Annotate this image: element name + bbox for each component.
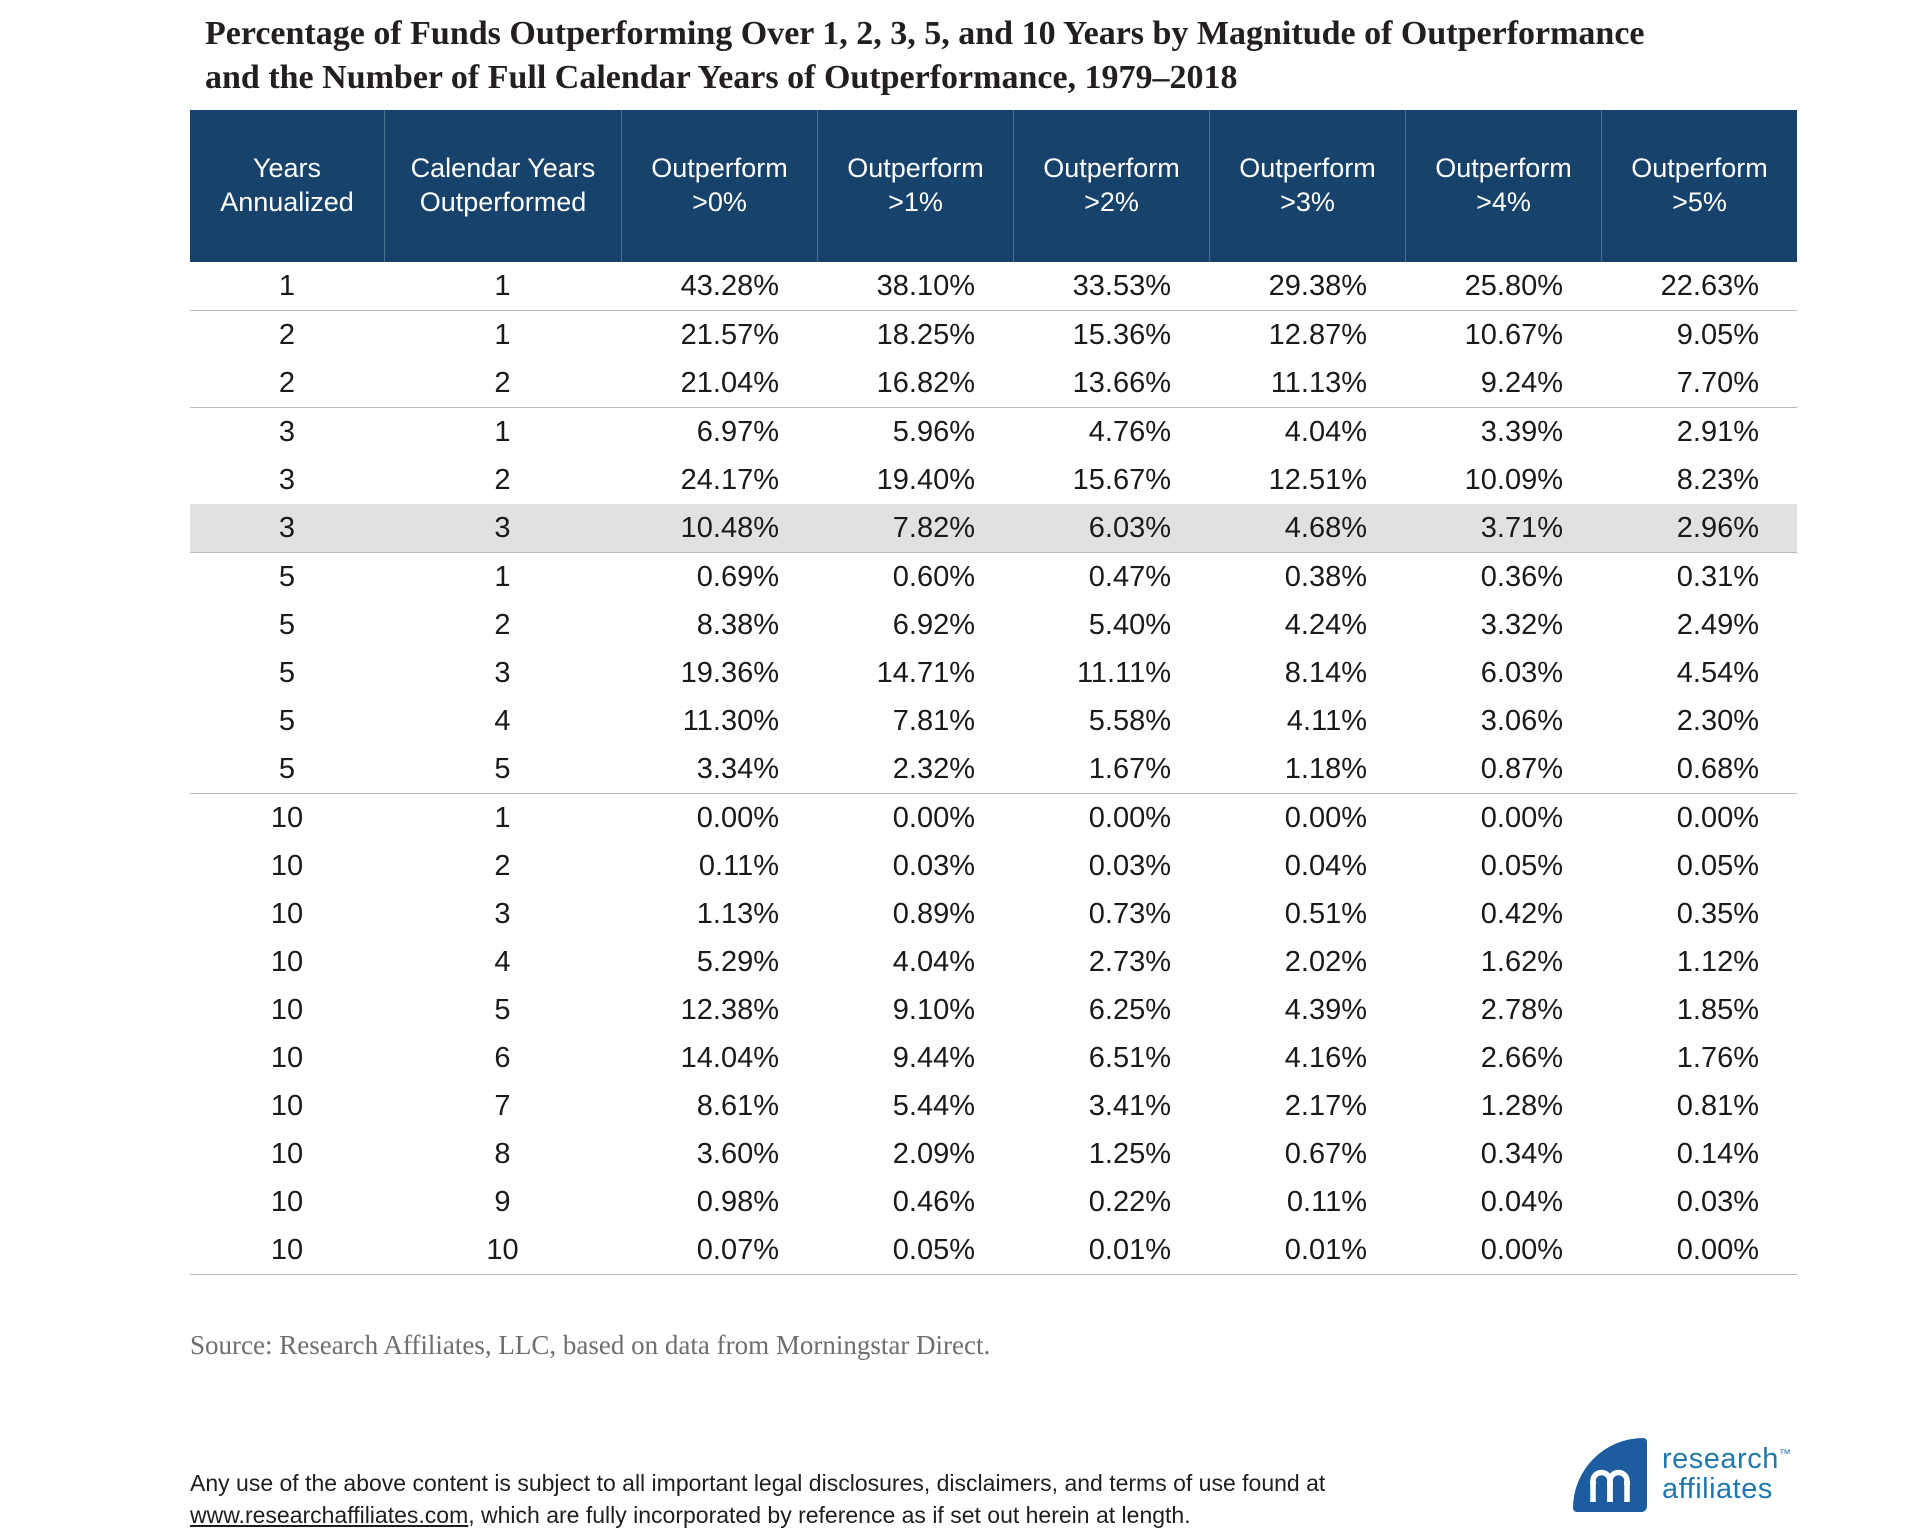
table-cell: 0.98% — [696, 1185, 779, 1218]
table-cell: 10 — [270, 1041, 304, 1074]
table-cell: 10 — [270, 993, 304, 1026]
table-cell: 43.28% — [680, 269, 779, 302]
table-cell: 0.60% — [892, 560, 975, 593]
table-cell: 0.00% — [892, 801, 975, 834]
table-cell: 0.00% — [1480, 1233, 1563, 1266]
table-cell: 22.63% — [1660, 269, 1759, 302]
ra-monogram-icon — [1573, 1438, 1647, 1512]
table-cell: 10.09% — [1464, 463, 1563, 496]
logo-wordmark — [1662, 1445, 1791, 1504]
table-cell: 4.54% — [1676, 656, 1759, 689]
table-cell: 0.31% — [1676, 560, 1759, 593]
table-cell: 3.60% — [696, 1137, 779, 1170]
table-cell: 0.51% — [1284, 897, 1367, 930]
table-cell: 4 — [494, 704, 511, 737]
table-cell: 2.32% — [892, 752, 975, 785]
table-cell: 3 — [278, 463, 296, 496]
table-cell: 0.81% — [1676, 1089, 1759, 1122]
table-cell: 0.05% — [1480, 849, 1563, 882]
table-cell: 3.39% — [1480, 415, 1563, 448]
table-row — [190, 1034, 1797, 1082]
table-cell: 5 — [278, 560, 296, 593]
table-cell: 16.82% — [876, 366, 975, 399]
table-row — [190, 456, 1797, 504]
table-cell: 2.78% — [1480, 993, 1563, 1026]
table-cell: 5 — [278, 608, 296, 641]
table-cell: 2 — [278, 366, 296, 399]
table-row — [190, 986, 1797, 1034]
table-cell: 4.24% — [1284, 608, 1367, 641]
table-cell: 4.04% — [1284, 415, 1367, 448]
table-cell: 0.42% — [1480, 897, 1563, 930]
table-cell: 15.67% — [1072, 463, 1171, 496]
table-cell: 0.68% — [1676, 752, 1759, 785]
table-cell: 5 — [494, 993, 511, 1026]
table-cell: 1 — [494, 269, 511, 302]
column-header: Calendar Years Outperformed — [384, 110, 621, 262]
table-cell: 0.38% — [1284, 560, 1367, 593]
table-cell: 6.92% — [892, 608, 975, 641]
table-cell: 8.23% — [1676, 463, 1759, 496]
table-cell: 1.12% — [1676, 945, 1759, 978]
table-cell: 10 — [270, 1233, 304, 1266]
table-row — [190, 1178, 1797, 1226]
table-cell: 0.00% — [1480, 801, 1563, 834]
table-cell: 2.66% — [1480, 1041, 1563, 1074]
table-row — [190, 504, 1797, 552]
logo-word-research: research — [1662, 1443, 1779, 1476]
table-cell: 1.18% — [1284, 752, 1367, 785]
table-cell: 6.51% — [1088, 1041, 1171, 1074]
table-cell: 4.68% — [1284, 511, 1367, 544]
table-cell: 2.73% — [1088, 945, 1171, 978]
table-row — [190, 359, 1797, 407]
logo-tm: ™ — [1778, 1446, 1791, 1461]
table-cell: 0.05% — [892, 1233, 975, 1266]
table-cell: 5 — [278, 656, 296, 689]
table-cell: 1.62% — [1480, 945, 1563, 978]
table-cell: 10 — [270, 1089, 304, 1122]
table-cell: 10.48% — [680, 511, 779, 544]
table-body — [190, 262, 1797, 1275]
table-cell: 9.24% — [1480, 366, 1563, 399]
source-note: Source: Research Affiliates, LLC, based on data from Morningstar Direct. — [190, 1330, 991, 1360]
table-cell: 2 — [494, 849, 511, 882]
table-cell: 0.00% — [1676, 1233, 1759, 1266]
table-cell: 3.34% — [696, 752, 779, 785]
table-cell: 9 — [494, 1185, 511, 1218]
table-cell: 8.38% — [696, 608, 779, 641]
table-cell: 8 — [494, 1137, 511, 1170]
table-cell: 10 — [270, 801, 304, 834]
table-cell: 4.11% — [1286, 704, 1367, 737]
column-header: Outperform >3% — [1209, 110, 1405, 262]
table-cell: 5.58% — [1088, 704, 1171, 737]
table-cell: 0.00% — [696, 801, 779, 834]
table-cell: 6.97% — [696, 415, 779, 448]
table-cell: 1 — [494, 318, 511, 351]
table-row — [190, 262, 1797, 310]
table-cell: 2 — [494, 463, 511, 496]
table-cell: 1 — [278, 269, 296, 302]
table-cell: 0.05% — [1676, 849, 1759, 882]
table-cell: 6.03% — [1480, 656, 1563, 689]
table-cell: 24.17% — [680, 463, 779, 496]
table-cell: 4.76% — [1088, 415, 1171, 448]
table-cell: 2.17% — [1284, 1089, 1367, 1122]
table-cell: 5.96% — [892, 415, 975, 448]
table-cell: 10 — [270, 849, 304, 882]
table-cell: 0.03% — [1088, 849, 1171, 882]
table-cell: 10 — [270, 1137, 304, 1170]
table-cell: 0.36% — [1480, 560, 1563, 593]
table-cell: 10.67% — [1464, 318, 1563, 351]
table-cell: 6 — [494, 1041, 511, 1074]
table-cell: 13.66% — [1072, 366, 1171, 399]
table-cell: 7 — [494, 1089, 511, 1122]
column-header: Outperform >5% — [1601, 110, 1797, 262]
figure-title: Percentage of Funds Outperforming Over 1, 2, 3, 5, and 10 Years by Magnitude of Outperformance and the Number of Full Calendar Years of Outperformance, 1979–2018 — [205, 15, 1645, 96]
table-cell: 0.04% — [1480, 1185, 1563, 1218]
table-cell: 14.04% — [680, 1041, 779, 1074]
table-cell: 0.87% — [1480, 752, 1563, 785]
table-row — [190, 310, 1797, 359]
disclaimer-text-start: Any use of the above content is subject to all important legal disclosures, disclaimers, and terms of use found at — [190, 1470, 1326, 1496]
table-cell: 11.11% — [1076, 656, 1171, 689]
table-cell: 11.13% — [1270, 366, 1367, 399]
table-cell: 0.03% — [892, 849, 975, 882]
table-cell: 4 — [494, 945, 511, 978]
table-cell: 0.35% — [1676, 897, 1759, 930]
table-cell: 11.30% — [682, 704, 779, 737]
table-cell: 2.02% — [1284, 945, 1367, 978]
column-header: Outperform >1% — [817, 110, 1013, 262]
table-cell: 0.47% — [1088, 560, 1171, 593]
table-cell: 19.36% — [680, 656, 779, 689]
table-row — [190, 842, 1797, 890]
table-cell: 0.00% — [1284, 801, 1367, 834]
table-cell: 9.10% — [892, 993, 975, 1026]
table-cell: 0.00% — [1088, 801, 1171, 834]
table-cell: 21.04% — [680, 366, 779, 399]
research-affiliates-logo — [1573, 1438, 1791, 1512]
table-cell: 25.80% — [1464, 269, 1563, 302]
table-cell: 29.38% — [1268, 269, 1367, 302]
table-row — [190, 1130, 1797, 1178]
table-cell: 3.71% — [1480, 511, 1563, 544]
table-cell: 7.70% — [1676, 366, 1759, 399]
outperformance-table — [190, 110, 1797, 1275]
table-cell: 8.14% — [1284, 656, 1367, 689]
table-cell: 5.44% — [892, 1089, 975, 1122]
table-cell: 1 — [494, 415, 511, 448]
table-cell: 3.06% — [1480, 704, 1563, 737]
table-row — [190, 407, 1797, 456]
table-cell: 3.41% — [1088, 1089, 1171, 1122]
table-cell: 1.13% — [696, 897, 779, 930]
table-cell: 2 — [494, 366, 511, 399]
table-cell: 1.28% — [1480, 1089, 1563, 1122]
table-cell: 3.32% — [1480, 608, 1563, 641]
column-header: Years Annualized — [220, 153, 354, 217]
table-row — [190, 1226, 1797, 1274]
table-cell: 3 — [278, 415, 296, 448]
table-cell: 38.10% — [876, 269, 975, 302]
disclaimer-text-end: , which are fully incorporated by reference as if set out herein at length. — [468, 1501, 1191, 1528]
table-cell: 0.14% — [1676, 1137, 1759, 1170]
table-cell: 12.87% — [1268, 318, 1367, 351]
table-cell: 5.29% — [696, 945, 779, 978]
table-row — [190, 745, 1797, 793]
table-cell: 7.82% — [892, 511, 975, 544]
table-cell: 1.67% — [1088, 752, 1171, 785]
table-cell: 0.11% — [1286, 1185, 1367, 1218]
table-cell: 8.61% — [696, 1089, 779, 1122]
table-cell: 3 — [494, 897, 511, 930]
table-cell: 5 — [278, 704, 296, 737]
table-cell: 4.39% — [1284, 993, 1367, 1026]
table-cell: 10 — [486, 1233, 519, 1266]
table-row — [190, 697, 1797, 745]
table-cell: 0.34% — [1480, 1137, 1563, 1170]
table-cell: 3 — [494, 511, 511, 544]
table-cell: 9.44% — [892, 1041, 975, 1074]
table-cell: 1.25% — [1088, 1137, 1171, 1170]
table-cell: 33.53% — [1072, 269, 1171, 302]
table-cell: 19.40% — [876, 463, 975, 496]
table-cell: 10 — [270, 945, 304, 978]
table-cell: 2 — [494, 608, 511, 641]
table-cell: 0.67% — [1284, 1137, 1367, 1170]
table-cell: 0.89% — [892, 897, 975, 930]
table-cell: 0.03% — [1676, 1185, 1759, 1218]
table-cell: 0.22% — [1088, 1185, 1171, 1218]
table-cell: 0.01% — [1284, 1233, 1367, 1266]
table-cell: 14.71% — [876, 656, 975, 689]
table-cell: 0.04% — [1284, 849, 1367, 882]
table-row — [190, 649, 1797, 697]
table-cell: 0.11% — [698, 849, 779, 882]
table-cell: 7.81% — [892, 704, 975, 737]
researchaffiliates-link[interactable]: www.researchaffiliates.com — [190, 1501, 469, 1528]
table-cell: 2.30% — [1676, 704, 1759, 737]
table-cell: 5.40% — [1088, 608, 1171, 641]
table-row — [190, 552, 1797, 601]
legal-disclaimer — [190, 1468, 1410, 1531]
table-cell: 9.05% — [1676, 318, 1759, 351]
table-cell: 12.38% — [680, 993, 779, 1026]
table-row — [190, 601, 1797, 649]
column-header: Outperform >2% — [1013, 110, 1209, 262]
table-cell: 2.09% — [892, 1137, 975, 1170]
table-cell: 2 — [278, 318, 296, 351]
table-cell: 4.04% — [892, 945, 975, 978]
table-cell: 15.36% — [1072, 318, 1171, 351]
table-cell: 1.85% — [1676, 993, 1759, 1026]
logo-word-affiliates: affiliates — [1662, 1473, 1773, 1505]
table-row — [190, 1082, 1797, 1130]
table-cell: 2.91% — [1676, 415, 1759, 448]
table-cell: 0.73% — [1088, 897, 1171, 930]
table-cell: 5 — [278, 752, 296, 785]
table-cell: 12.51% — [1268, 463, 1367, 496]
table-cell: 21.57% — [680, 318, 779, 351]
table-header-row — [190, 110, 1797, 262]
table-cell: 1 — [494, 560, 511, 593]
table-cell: 0.00% — [1676, 801, 1759, 834]
table-cell: 0.07% — [696, 1233, 779, 1266]
table-cell: 0.69% — [696, 560, 779, 593]
table-cell: 10 — [270, 897, 304, 930]
table-cell: 5 — [494, 752, 511, 785]
table-cell: 0.01% — [1088, 1233, 1171, 1266]
table-cell: 1 — [494, 801, 511, 834]
table-cell: 3 — [494, 656, 511, 689]
table-cell: 2.49% — [1676, 608, 1759, 641]
table-row — [190, 793, 1797, 842]
table-cell: 6.03% — [1088, 511, 1171, 544]
table-cell: 18.25% — [876, 318, 975, 351]
table-cell: 1.76% — [1676, 1041, 1759, 1074]
table-cell: 0.46% — [892, 1185, 975, 1218]
column-header: Outperform >0% — [621, 110, 817, 262]
table-cell: 6.25% — [1088, 993, 1171, 1026]
column-header: Outperform >4% — [1405, 110, 1601, 262]
table-row — [190, 938, 1797, 986]
table-cell: 4.16% — [1284, 1041, 1367, 1074]
table-cell: 2.96% — [1676, 511, 1759, 544]
table-row — [190, 890, 1797, 938]
table-cell: 10 — [270, 1185, 304, 1218]
table-cell: 3 — [278, 511, 296, 544]
